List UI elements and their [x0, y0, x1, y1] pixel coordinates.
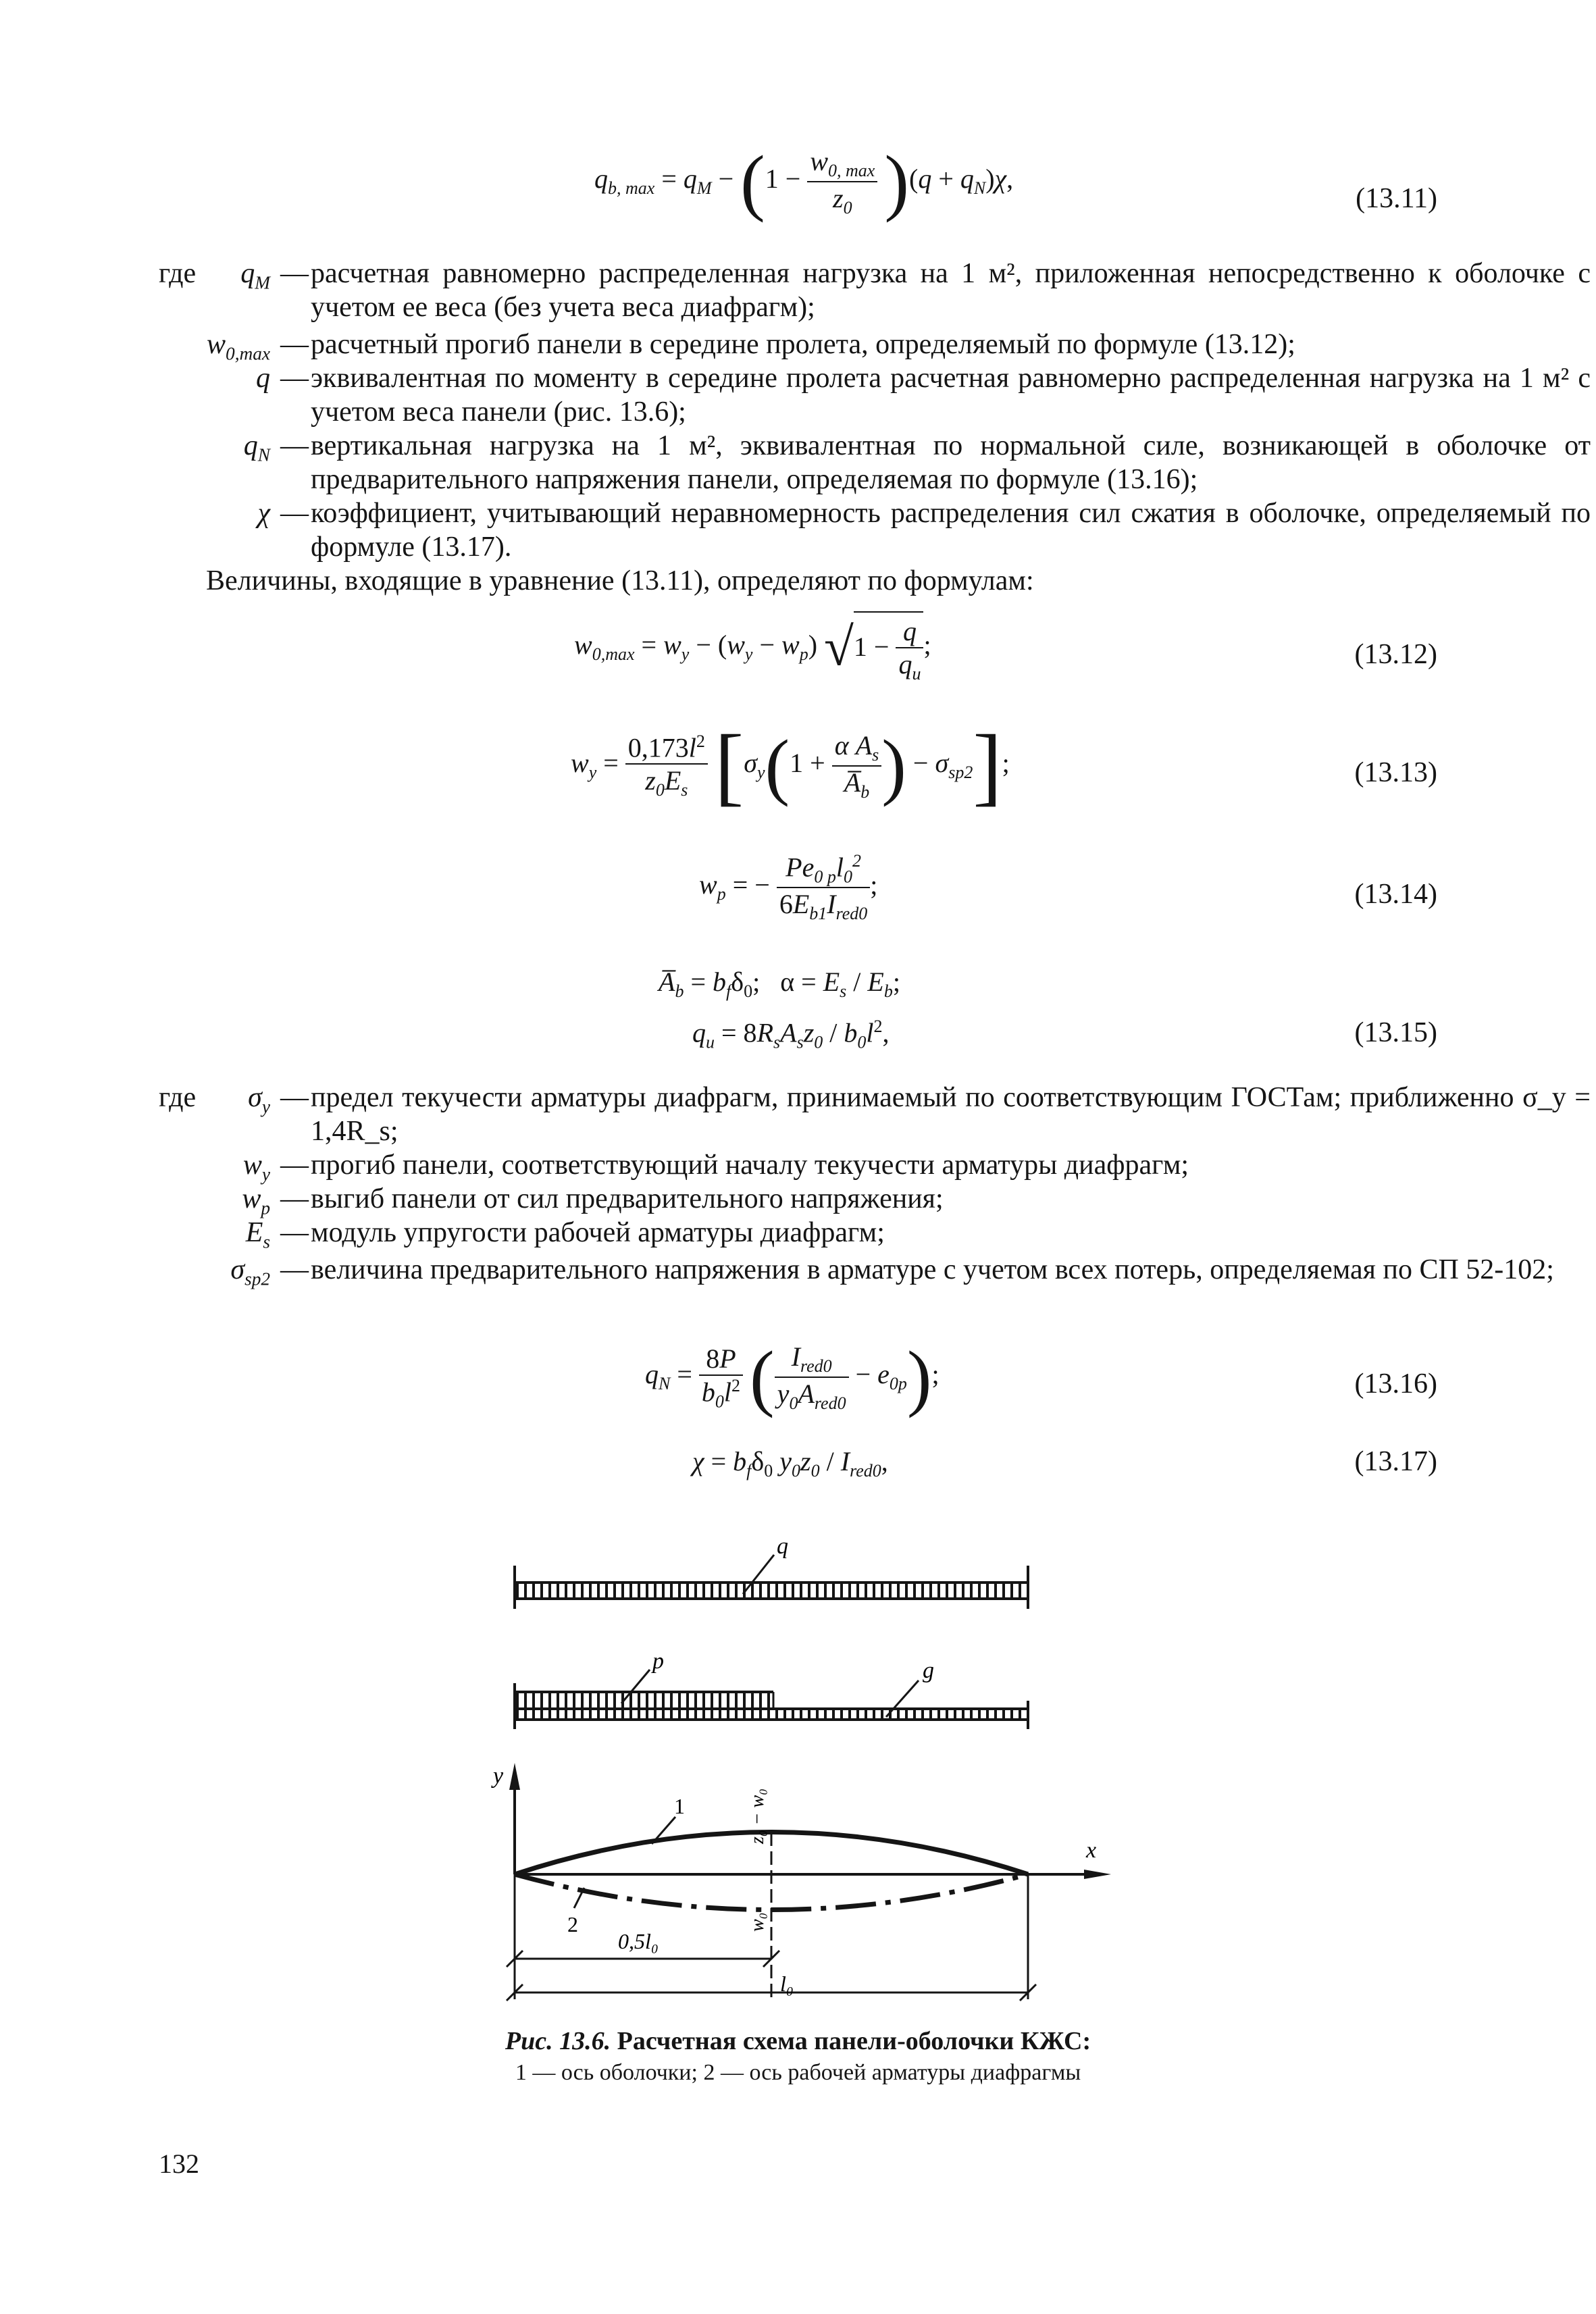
label-g: g	[923, 1658, 934, 1683]
label-q: q	[777, 1534, 788, 1559]
symbol-q-M: $q_M$	[240, 258, 270, 293]
symbol-q: q	[256, 363, 270, 394]
label-y: y	[493, 1764, 504, 1789]
equation-number: (13.13)	[1354, 757, 1437, 788]
caption-title: Рис. 13.6.	[505, 2027, 611, 2055]
equation-13-15: $q_u = 8R_sA_sz_0 / b_0l^2$,	[692, 1017, 890, 1052]
definition-text: выгиб панели от сил предварительного напряжения;	[311, 1183, 944, 1214]
partial-load-p-g	[515, 1649, 1028, 1729]
definition-text: модуль упругости рабочей арматуры диафрагм;	[311, 1217, 885, 1248]
equation-number: (13.12)	[1354, 639, 1437, 670]
definition-item: χ — коэффициент, учитывающий неравномерность распределения сил сжатия в оболочке, определяемый по формуле (13.17).	[159, 496, 1439, 564]
label-span: l₀	[780, 1972, 794, 1996]
definition-text: коэффициент, учитывающий неравномерность распределения сил сжатия в оболочке, определяемый по формуле (13.17).	[311, 498, 1591, 563]
label-x: x	[1086, 1838, 1097, 1863]
symbol-sigma-sp2: $\sigma_{sp2}$	[230, 1254, 270, 1289]
definition-text: расчетная равномерно распределенная нагрузка на 1 м², приложенная непосредственно к оболочке с учетом ее веса (без учета веса диафрагм);	[311, 258, 1591, 323]
symbol-Es: $E_s$	[245, 1217, 270, 1252]
page-number: 132	[159, 2149, 199, 2179]
equation-number: (13.14)	[1354, 879, 1437, 910]
definition-text: величина предварительного напряжения в арматуре с учетом всех потерь, определяемая по СП 52-102;	[311, 1254, 1554, 1285]
definition-text: эквивалентная по моменту в середине пролета расчетная равномерно распределенная нагрузка на 1 м² с учетом веса панели (рис. 13.6);	[311, 363, 1591, 428]
definition-text: расчетный прогиб панели в середине пролета, определяемый по формуле (13.12);	[311, 329, 1295, 360]
definition-item: $w_y$ — прогиб панели, соответствующий началу текучести арматуры диафрагм;	[159, 1148, 1439, 1182]
definition-item: $q_M$ — расчетная равномерно распределенная нагрузка на 1 м², приложенная непосредственно к оболочке с учетом ее веса (без учета веса диафрагм);	[159, 257, 1439, 324]
figure-13-6	[473, 1526, 1121, 2013]
where-label: где	[159, 258, 197, 289]
equation-13-12: $w_{0,max} = w_y - (w_y - w_p) √1$ − $\frac{q}{q_u}$ ;	[574, 611, 931, 684]
figure-caption	[0, 2026, 1596, 2056]
definition-item: $q_N$ — вертикальная нагрузка на 1 м², эквивалентная по нормальной силе, возникающей в оболочке от предварительного напряжения панели, определяемая по формуле (13.16);	[159, 429, 1439, 496]
definition-item: q — эквивалентная по моменту в середине пролета расчетная равномерно распределенная нагрузка на 1 м² с учетом веса панели (рис. 13.6);	[159, 361, 1439, 429]
definition-item: $w_{0,max}$ — расчетный прогиб панели в середине пролета, определяемый по формуле (13.12);	[159, 328, 1439, 361]
coordinate-axes	[491, 1763, 1111, 1879]
equation-13-13: $w_y$ = $\frac{0,173l^2}{z_0E_s}$ [$\sigma_y(1$ + $\frac{\alpha A_s}{A̅_b}$ ) − $\sigma_{sp2}$];	[571, 717, 1010, 815]
equation-number: (13.16)	[1354, 1368, 1437, 1399]
equation-13-11: $q_{b, max} = q_M - (1$ − $\frac{w_{0, max}}{z_0}$ )$(q + q_N)\chi$,	[594, 140, 1014, 223]
equation-13-17: $\chi = b_f\delta_0$ $y_0z_0 / I_{red0}$,	[692, 1446, 888, 1481]
label-half-span: 0,5l₀	[618, 1929, 659, 1953]
intro-sentence: Величины, входящие в уравнение (13.11), определяют по формулам:	[206, 565, 1034, 596]
uniform-load-q	[515, 1534, 1028, 1609]
figure-legend: 1 — ось оболочки; 2 — ось рабочей арматуры диафрагмы	[515, 2060, 1081, 2085]
definition-text: вертикальная нагрузка на 1 м², эквивалентная по нормальной силе, возникающей в оболочке от предварительного напряжения панели, определяемая по формуле (13.16);	[311, 430, 1591, 495]
equation-number: (13.17)	[1354, 1446, 1437, 1477]
definition-item: $E_s$ — модуль упругости рабочей арматуры диафрагм;	[159, 1216, 1439, 1250]
caption-main: Расчетная схема панели-оболочки КЖС:	[617, 2027, 1091, 2055]
equation-ab-alpha: $A̅_b = b_f\delta_0$; $\alpha = E_s / E_b$;	[659, 967, 900, 1001]
label-curve-2: 2	[567, 1912, 578, 1936]
equation-number: (13.11)	[1356, 183, 1437, 214]
equation-13-14: $w_p$ = − $\frac{Pe_{0 p}l_0^2}{6E_{b1}I_{red0}}$ ;	[699, 851, 878, 924]
equation-number: (13.15)	[1354, 1017, 1437, 1048]
definition-item: $w_p$ — выгиб панели от сил предварительного напряжения;	[159, 1182, 1439, 1216]
symbol-wp: $w_p$	[242, 1183, 270, 1218]
definition-item: $\sigma_y$ — предел текучести арматуры диафрагм, принимаемый по соответствующим ГОСТам; приближенно σ_y = 1,4R_s;	[159, 1081, 1439, 1148]
symbol-w0max: $w_{0,max}$	[207, 329, 270, 364]
label-z0-minus-w0: z₀ − w₀	[747, 1789, 768, 1844]
label-p: p	[652, 1649, 664, 1674]
equation-13-16: $q_N$ = $\frac{8P}{b_0l^2}$ ( $\frac{I_{red0}}{y_0A_{red0}}$ − $e_{0p}$);	[645, 1336, 939, 1418]
where-label: где	[159, 1082, 197, 1113]
symbol-wy: $w_y$	[242, 1150, 270, 1185]
definition-text: предел текучести арматуры диафрагм, принимаемый по соответствующим ГОСТам; приближенно σ_y = 1,4R_s;	[311, 1082, 1591, 1147]
symbol-chi: χ	[257, 498, 270, 529]
symbol-sigma-y: $\sigma_y$	[248, 1082, 270, 1117]
label-curve-1: 1	[674, 1794, 685, 1818]
definition-text: прогиб панели, соответствующий началу текучести арматуры диафрагм;	[311, 1150, 1189, 1181]
symbol-qN: $q_N$	[243, 430, 270, 465]
label-w0: w₀	[747, 1912, 768, 1932]
definition-item: $\sigma_{sp2}$ — величина предварительного напряжения в арматуре с учетом всех потерь, определяемая по СП 52-102;	[159, 1253, 1439, 1320]
